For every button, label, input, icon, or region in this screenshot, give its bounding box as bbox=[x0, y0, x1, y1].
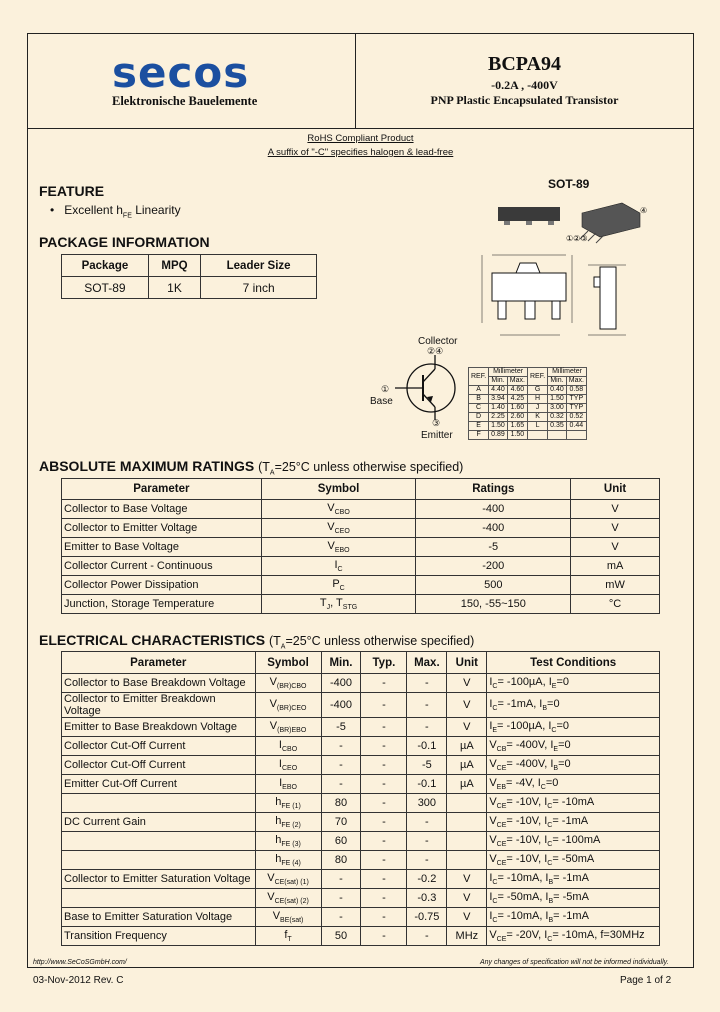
table-row bbox=[62, 693, 660, 718]
emitter-pin: ③ bbox=[432, 418, 441, 428]
rohs-notice: RoHS Compliant Product bbox=[307, 133, 414, 144]
symbol-cell: $V_{(BR)CEO}$ bbox=[255, 693, 321, 718]
unit-cell bbox=[447, 813, 487, 832]
param-cell: Collector Current - Continuous bbox=[62, 557, 262, 576]
table-cell: 1K bbox=[148, 277, 200, 299]
table-header: Test Conditions bbox=[487, 652, 660, 674]
table-cell: K bbox=[527, 413, 547, 422]
table-row bbox=[62, 500, 660, 519]
table-cell: 2.25 bbox=[489, 413, 508, 422]
base-pin: ① bbox=[381, 384, 390, 394]
table-row bbox=[62, 851, 660, 870]
table-cell: B bbox=[469, 395, 489, 404]
unit-cell: V bbox=[447, 718, 487, 737]
table-row bbox=[62, 794, 660, 813]
footer-page: Page 1 of 2 bbox=[620, 975, 672, 986]
table-header: REF. bbox=[469, 368, 489, 386]
table-cell: 3.94 bbox=[489, 395, 508, 404]
symbol-cell: $V_{BE(sat)}$ bbox=[255, 908, 321, 927]
table-cell: SOT-89 bbox=[62, 277, 149, 299]
rating-cell: 150, -55~150 bbox=[416, 595, 571, 614]
param-cell: Emitter to Base Voltage bbox=[62, 538, 262, 557]
sot89-label: SOT-89 bbox=[548, 177, 590, 191]
table-cell: 0.32 bbox=[548, 413, 567, 422]
param-cell: DC Current Gain bbox=[62, 813, 256, 832]
rating-cell: 500 bbox=[416, 576, 571, 595]
typ-cell: - bbox=[361, 737, 407, 756]
typ-cell: - bbox=[361, 927, 407, 946]
condition-cell: $V_{CE}= -400V$, $I_B=0$ bbox=[487, 756, 660, 775]
min-cell: - bbox=[321, 756, 361, 775]
rating-cell: -400 bbox=[416, 500, 571, 519]
param-cell bbox=[62, 794, 256, 813]
symbol-cell: $I_{CBO}$ bbox=[255, 737, 321, 756]
param-cell: Base to Emitter Saturation Voltage bbox=[62, 908, 256, 927]
max-cell: - bbox=[407, 832, 447, 851]
bullet-icon: • bbox=[50, 203, 55, 217]
condition-cell: $I_C= -100\mu A$, $I_E=0$ bbox=[487, 674, 660, 693]
elec-table bbox=[61, 651, 660, 946]
table-cell: D bbox=[469, 413, 489, 422]
unit-cell bbox=[447, 851, 487, 870]
max-cell: 300 bbox=[407, 794, 447, 813]
symbol-cell: $V_{CEO}$ bbox=[261, 519, 416, 538]
table-header: Min. bbox=[321, 652, 361, 674]
min-cell: - bbox=[321, 889, 361, 908]
elec-title: ELECTRICAL CHARACTERISTICS ($T_A=25^\circ C$ unless otherwise specified) bbox=[39, 632, 475, 651]
table-cell: F bbox=[469, 431, 489, 440]
table-cell: 3.00 bbox=[548, 404, 567, 413]
table-cell: 1.50 bbox=[548, 395, 567, 404]
table-cell: 0.35 bbox=[548, 422, 567, 431]
unit-cell: V bbox=[571, 519, 660, 538]
unit-cell: mW bbox=[571, 576, 660, 595]
unit-cell: °C bbox=[571, 595, 660, 614]
collector-pins: ②④ bbox=[427, 346, 444, 356]
max-cell: -0.2 bbox=[407, 870, 447, 889]
unit-cell: V bbox=[447, 693, 487, 718]
min-cell: 80 bbox=[321, 851, 361, 870]
typ-cell: - bbox=[361, 908, 407, 927]
symbol-cell: $h_{FE (1)}$ bbox=[255, 794, 321, 813]
symbol-cell: $V_{CE(sat) (2)}$ bbox=[255, 889, 321, 908]
param-cell: Junction, Storage Temperature bbox=[62, 595, 262, 614]
condition-cell: $V_{CE}= -10V$, $I_C= -100mA$ bbox=[487, 832, 660, 851]
table-header: REF. bbox=[527, 368, 547, 386]
logo-subtitle: Elektronische Bauelemente bbox=[112, 94, 258, 108]
table-row bbox=[62, 870, 660, 889]
param-cell bbox=[62, 832, 256, 851]
typ-cell: - bbox=[361, 870, 407, 889]
min-cell: - bbox=[321, 908, 361, 927]
table-row bbox=[469, 395, 587, 404]
symbol-cell: $h_{FE (2)}$ bbox=[255, 813, 321, 832]
svg-text:①②③: ①②③ bbox=[566, 234, 588, 243]
param-cell: Collector Power Dissipation bbox=[62, 576, 262, 595]
footer-url[interactable]: http://www.SeCoSGmbH.com/ bbox=[33, 959, 127, 966]
max-cell: -5 bbox=[407, 756, 447, 775]
table-row bbox=[62, 479, 660, 500]
table-row bbox=[62, 718, 660, 737]
collector-label: Collector bbox=[418, 336, 458, 347]
param-cell: Transition Frequency bbox=[62, 927, 256, 946]
table-row bbox=[62, 538, 660, 557]
min-cell: 80 bbox=[321, 794, 361, 813]
table-row bbox=[62, 595, 660, 614]
param-cell: Collector Cut-Off Current bbox=[62, 737, 256, 756]
max-cell: - bbox=[407, 851, 447, 870]
param-cell: Collector to Base Voltage bbox=[62, 500, 262, 519]
table-cell: 0.44 bbox=[566, 422, 586, 431]
max-cell: - bbox=[407, 927, 447, 946]
table-row bbox=[62, 519, 660, 538]
max-cell: -0.1 bbox=[407, 775, 447, 794]
param-cell bbox=[62, 889, 256, 908]
max-cell: -0.75 bbox=[407, 908, 447, 927]
table-row bbox=[62, 927, 660, 946]
symbol-cell: $V_{EBO}$ bbox=[261, 538, 416, 557]
table-header: MPQ bbox=[148, 255, 200, 277]
min-cell: -5 bbox=[321, 718, 361, 737]
table-row bbox=[469, 431, 587, 440]
unit-cell: V bbox=[447, 870, 487, 889]
table-row bbox=[62, 277, 317, 299]
dimension-table bbox=[468, 367, 587, 440]
symbol-cell: $f_T$ bbox=[255, 927, 321, 946]
max-cell: - bbox=[407, 693, 447, 718]
min-cell: 70 bbox=[321, 813, 361, 832]
footer-date: 03-Nov-2012 Rev. C bbox=[33, 975, 124, 986]
table-cell: 1.60 bbox=[507, 404, 527, 413]
min-cell: - bbox=[321, 775, 361, 794]
footer-disclaimer: Any changes of specification will not be informed individually. bbox=[480, 959, 669, 966]
table-header: Millimeter bbox=[548, 368, 587, 377]
symbol-cell: $V_{(BR)CBO}$ bbox=[255, 674, 321, 693]
condition-cell: $I_E= -100\mu A$, $I_C=0$ bbox=[487, 718, 660, 737]
package-title: PACKAGE INFORMATION bbox=[39, 234, 210, 250]
package-table bbox=[61, 254, 317, 299]
table-cell: 0.58 bbox=[566, 386, 586, 395]
symbol-cell: $V_{CE(sat) (1)}$ bbox=[255, 870, 321, 889]
unit-cell: µA bbox=[447, 756, 487, 775]
unit-cell: µA bbox=[447, 737, 487, 756]
condition-cell: $V_{CE}= -20V$, $I_C= -10mA$, f=30MHz bbox=[487, 927, 660, 946]
table-cell: TYP bbox=[566, 395, 586, 404]
table-cell: 1.50 bbox=[507, 431, 527, 440]
table-cell bbox=[548, 431, 567, 440]
table-header: Min. bbox=[489, 377, 508, 386]
typ-cell: - bbox=[361, 775, 407, 794]
transistor-symbol-icon bbox=[395, 355, 465, 420]
param-cell: Collector to Emitter Voltage bbox=[62, 519, 262, 538]
feature-item: • Excellent $h_{FE}$ Linearity bbox=[50, 203, 181, 220]
table-row bbox=[62, 652, 660, 674]
svg-text:④: ④ bbox=[640, 206, 648, 215]
condition-cell: $I_C= -10mA$, $I_B= -1mA$ bbox=[487, 870, 660, 889]
abs-max-table bbox=[61, 478, 660, 614]
table-header: Package bbox=[62, 255, 149, 277]
base-label: Base bbox=[370, 396, 393, 407]
max-cell: - bbox=[407, 718, 447, 737]
table-row bbox=[469, 404, 587, 413]
symbol-cell: $I_C$ bbox=[261, 557, 416, 576]
table-row bbox=[62, 557, 660, 576]
package-outline-drawing bbox=[470, 195, 680, 355]
table-row bbox=[469, 413, 587, 422]
unit-cell: mA bbox=[571, 557, 660, 576]
table-cell: 7 inch bbox=[201, 277, 317, 299]
typ-cell: - bbox=[361, 813, 407, 832]
table-header: Unit bbox=[571, 479, 660, 500]
feature-title: FEATURE bbox=[39, 183, 105, 199]
table-cell: H bbox=[527, 395, 547, 404]
symbol-cell: $I_{EBO}$ bbox=[255, 775, 321, 794]
table-row bbox=[62, 832, 660, 851]
table-cell: 1.65 bbox=[507, 422, 527, 431]
part-number: BCPA94 bbox=[488, 53, 561, 75]
typ-cell: - bbox=[361, 851, 407, 870]
condition-cell: $I_C= -10mA$, $I_B= -1mA$ bbox=[487, 908, 660, 927]
typ-cell: - bbox=[361, 889, 407, 908]
table-row bbox=[62, 813, 660, 832]
table-header: Parameter bbox=[62, 652, 256, 674]
header-divider bbox=[27, 128, 694, 129]
table-cell: L bbox=[527, 422, 547, 431]
symbol-cell: $h_{FE (3)}$ bbox=[255, 832, 321, 851]
typ-cell: - bbox=[361, 718, 407, 737]
table-row bbox=[62, 889, 660, 908]
min-cell: 50 bbox=[321, 927, 361, 946]
typ-cell: - bbox=[361, 693, 407, 718]
condition-cell: $V_{EB}= -4V$, $I_C=0$ bbox=[487, 775, 660, 794]
condition-cell: $V_{CE}= -10V$, $I_C= -10mA$ bbox=[487, 794, 660, 813]
table-cell: 4.60 bbox=[507, 386, 527, 395]
param-cell: Collector to Emitter Breakdown Voltage bbox=[62, 693, 256, 718]
table-header: Leader Size bbox=[201, 255, 317, 277]
table-cell: C bbox=[469, 404, 489, 413]
unit-cell: V bbox=[447, 674, 487, 693]
table-cell bbox=[527, 431, 547, 440]
min-cell: 60 bbox=[321, 832, 361, 851]
table-row bbox=[469, 386, 587, 395]
condition-cell: $V_{CB}= -400V$, $I_E=0$ bbox=[487, 737, 660, 756]
min-cell: -400 bbox=[321, 674, 361, 693]
table-cell: 0.40 bbox=[548, 386, 567, 395]
symbol-cell: $h_{FE (4)}$ bbox=[255, 851, 321, 870]
table-header: Ratings bbox=[416, 479, 571, 500]
unit-cell: V bbox=[447, 889, 487, 908]
min-cell: -400 bbox=[321, 693, 361, 718]
symbol-cell: $I_{CEO}$ bbox=[255, 756, 321, 775]
table-row bbox=[62, 775, 660, 794]
unit-cell bbox=[447, 794, 487, 813]
max-cell: -0.1 bbox=[407, 737, 447, 756]
table-header: Parameter bbox=[62, 479, 262, 500]
abs-max-title: ABSOLUTE MAXIMUM RATINGS ($T_A=25^\circ C$ unless otherwise specified) bbox=[39, 458, 464, 477]
table-row bbox=[62, 255, 317, 277]
table-cell: 4.25 bbox=[507, 395, 527, 404]
unit-cell: V bbox=[571, 500, 660, 519]
typ-cell: - bbox=[361, 756, 407, 775]
table-row bbox=[62, 674, 660, 693]
table-header: Unit bbox=[447, 652, 487, 674]
symbol-cell: $V_{(BR)EBO}$ bbox=[255, 718, 321, 737]
typ-cell: - bbox=[361, 832, 407, 851]
table-header: Max. bbox=[566, 377, 586, 386]
symbol-cell: $V_{CBO}$ bbox=[261, 500, 416, 519]
unit-cell: µA bbox=[447, 775, 487, 794]
table-header: Millimeter bbox=[489, 368, 528, 377]
param-cell bbox=[62, 851, 256, 870]
table-row bbox=[469, 368, 587, 377]
min-cell: - bbox=[321, 870, 361, 889]
condition-cell: $V_{CE}= -10V$, $I_C= -1mA$ bbox=[487, 813, 660, 832]
footer-divider bbox=[27, 967, 694, 968]
condition-cell: $V_{CE}= -10V$, $I_C= -50mA$ bbox=[487, 851, 660, 870]
table-header: Min. bbox=[548, 377, 567, 386]
table-header: Symbol bbox=[255, 652, 321, 674]
unit-cell: V bbox=[447, 908, 487, 927]
param-cell: Emitter Cut-Off Current bbox=[62, 775, 256, 794]
unit-cell: MHz bbox=[447, 927, 487, 946]
condition-cell: $I_C= -50mA$, $I_B= -5mA$ bbox=[487, 889, 660, 908]
table-cell: A bbox=[469, 386, 489, 395]
suffix-notice: A suffix of "-C" specifies halogen & lead-free bbox=[267, 147, 454, 158]
max-cell: -0.3 bbox=[407, 889, 447, 908]
condition-cell: $I_C= -1mA$, $I_B=0$ bbox=[487, 693, 660, 718]
table-header: Max. bbox=[507, 377, 527, 386]
typ-cell: - bbox=[361, 674, 407, 693]
table-cell: J bbox=[527, 404, 547, 413]
secos-logo: secos bbox=[112, 48, 250, 97]
param-cell: Emitter to Base Breakdown Voltage bbox=[62, 718, 256, 737]
table-cell: 2.60 bbox=[507, 413, 527, 422]
rating-cell: -400 bbox=[416, 519, 571, 538]
table-cell: TYP bbox=[566, 404, 586, 413]
unit-cell: V bbox=[571, 538, 660, 557]
max-cell: - bbox=[407, 674, 447, 693]
param-cell: Collector to Base Breakdown Voltage bbox=[62, 674, 256, 693]
symbol-cell: $T_J$, $T_{STG}$ bbox=[261, 595, 416, 614]
table-cell: G bbox=[527, 386, 547, 395]
max-cell: - bbox=[407, 813, 447, 832]
typ-cell: - bbox=[361, 794, 407, 813]
table-cell: 0.89 bbox=[489, 431, 508, 440]
table-header: Max. bbox=[407, 652, 447, 674]
table-row bbox=[62, 737, 660, 756]
table-cell: 4.40 bbox=[489, 386, 508, 395]
rating-cell: -5 bbox=[416, 538, 571, 557]
table-header: Symbol bbox=[261, 479, 416, 500]
table-row bbox=[62, 756, 660, 775]
part-rating: -0.2A , -400V bbox=[491, 78, 558, 92]
param-cell: Collector Cut-Off Current bbox=[62, 756, 256, 775]
unit-cell bbox=[447, 832, 487, 851]
param-cell: Collector to Emitter Saturation Voltage bbox=[62, 870, 256, 889]
min-cell: - bbox=[321, 737, 361, 756]
table-cell: E bbox=[469, 422, 489, 431]
table-cell: 0.52 bbox=[566, 413, 586, 422]
table-row bbox=[62, 576, 660, 595]
table-row bbox=[469, 422, 587, 431]
table-cell: 1.50 bbox=[489, 422, 508, 431]
table-header: Typ. bbox=[361, 652, 407, 674]
table-cell: 1.40 bbox=[489, 404, 508, 413]
rating-cell: -200 bbox=[416, 557, 571, 576]
part-description: PNP Plastic Encapsulated Transistor bbox=[430, 93, 619, 107]
emitter-label: Emitter bbox=[421, 430, 453, 441]
table-row bbox=[62, 908, 660, 927]
symbol-cell: $P_C$ bbox=[261, 576, 416, 595]
table-cell bbox=[566, 431, 586, 440]
